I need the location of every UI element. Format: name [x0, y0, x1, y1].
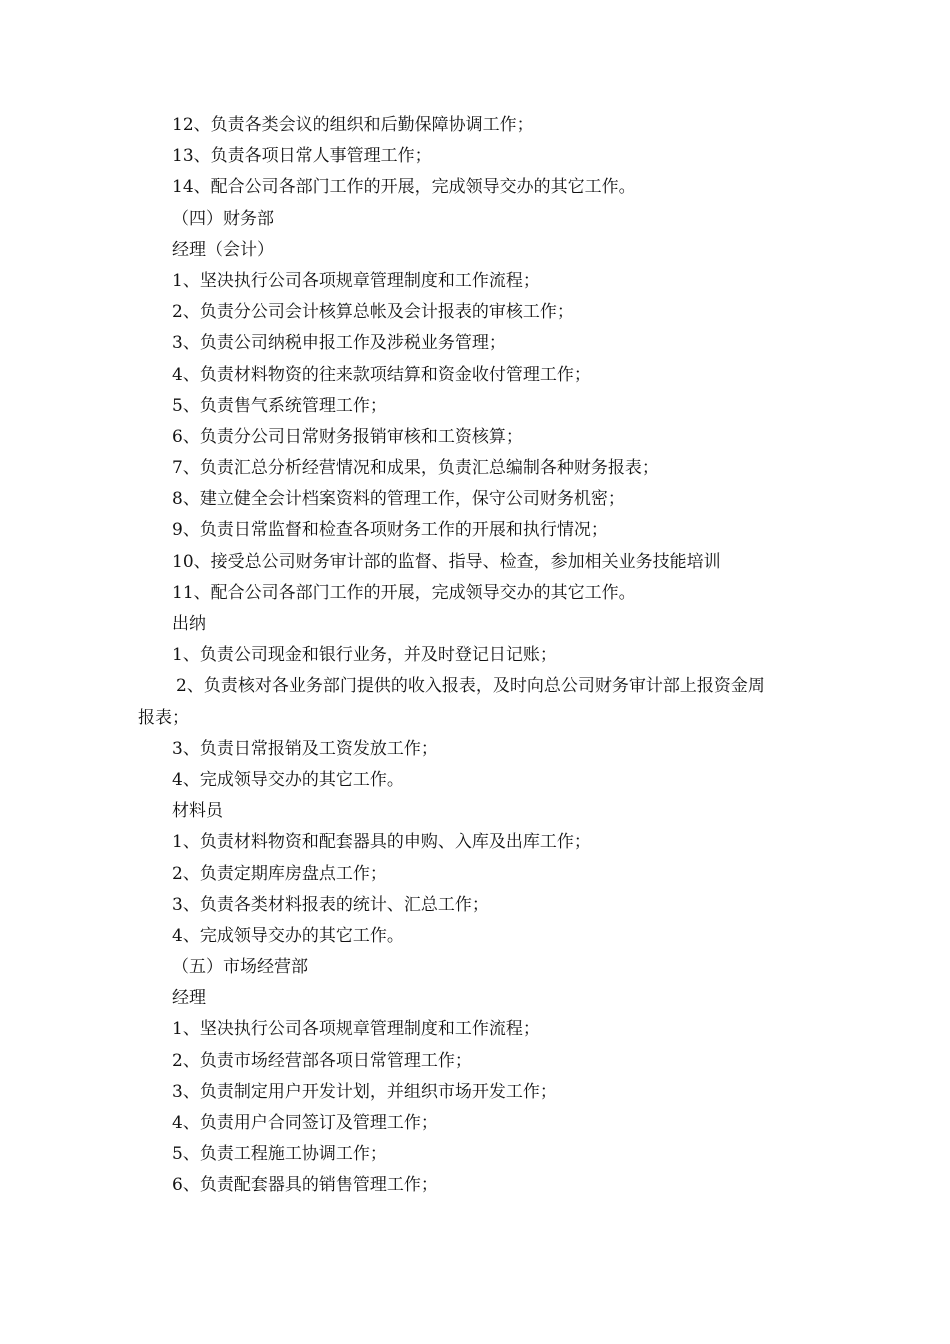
text-line: 1、坚决执行公司各项规章管理制度和工作流程； [172, 270, 540, 291]
text-line: 2、负责分公司会计核算总帐及会计报表的审核工作； [172, 302, 574, 323]
document-body [138, 110, 838, 1202]
text-line: 6、负责配套器具的销售管理工作； [172, 1175, 438, 1196]
text-line: 9、负责日常监督和检查各项财务工作的开展和执行情况； [172, 520, 608, 541]
text-line: 3、负责制定用户开发计划，并组织市场开发工作； [172, 1081, 557, 1102]
role-heading: 经理 [172, 988, 206, 1009]
text-line: 10、接受总公司财务审计部的监督、指导、检查，参加相关业务技能培训 [172, 551, 721, 572]
section-heading: （四）财务部 [172, 208, 274, 229]
text-line: 3、负责日常报销及工资发放工作； [172, 738, 438, 759]
text-line: 2、负责核对各业务部门提供的收入报表，及时向总公司财务审计部上报资金周 [176, 676, 765, 697]
role-heading: 经理（会计） [172, 239, 274, 260]
role-heading: 出纳 [172, 614, 206, 634]
text-line: 7、负责汇总分析经营情况和成果，负责汇总编制各种财务报表； [172, 458, 659, 479]
text-line: 4、负责用户合同签订及管理工作； [172, 1113, 438, 1133]
text-line: 5、负责工程施工协调工作； [172, 1144, 387, 1165]
text-line: 12、负责各类会议的组织和后勤保障协调工作； [172, 115, 534, 135]
text-line-continuation: 报表； [138, 707, 189, 728]
section-heading: （五）市场经营部 [172, 957, 308, 978]
text-line: 8、建立健全会计档案资料的管理工作，保守公司财务机密； [172, 489, 625, 510]
text-line: 4、负责材料物资的往来款项结算和资金收付管理工作； [172, 364, 591, 385]
text-line: 1、负责公司现金和银行业务，并及时登记日记账； [172, 645, 557, 666]
text-line: 4、完成领导交办的其它工作。 [172, 769, 404, 790]
text-line: 1、坚决执行公司各项规章管理制度和工作流程； [172, 1019, 540, 1040]
text-line: 3、负责各类材料报表的统计、汇总工作； [172, 894, 489, 915]
text-line: 2、负责市场经营部各项日常管理工作； [172, 1050, 472, 1071]
text-line: 11、配合公司各部门工作的开展，完成领导交办的其它工作。 [172, 582, 636, 603]
text-line: 1、负责材料物资和配套器具的申购、入库及出库工作； [172, 832, 591, 853]
text-line: 3、负责公司纳税申报工作及涉税业务管理； [172, 333, 506, 354]
text-line: 13、负责各项日常人事管理工作； [172, 146, 432, 167]
text-line: 6、负责分公司日常财务报销审核和工资核算； [172, 426, 523, 447]
text-line: 4、完成领导交办的其它工作。 [172, 925, 404, 946]
text-line: 2、负责定期库房盘点工作； [172, 863, 387, 884]
role-heading: 材料员 [172, 801, 223, 822]
text-line: 14、配合公司各部门工作的开展，完成领导交办的其它工作。 [172, 177, 636, 198]
text-line: 5、负责售气系统管理工作； [172, 395, 387, 416]
